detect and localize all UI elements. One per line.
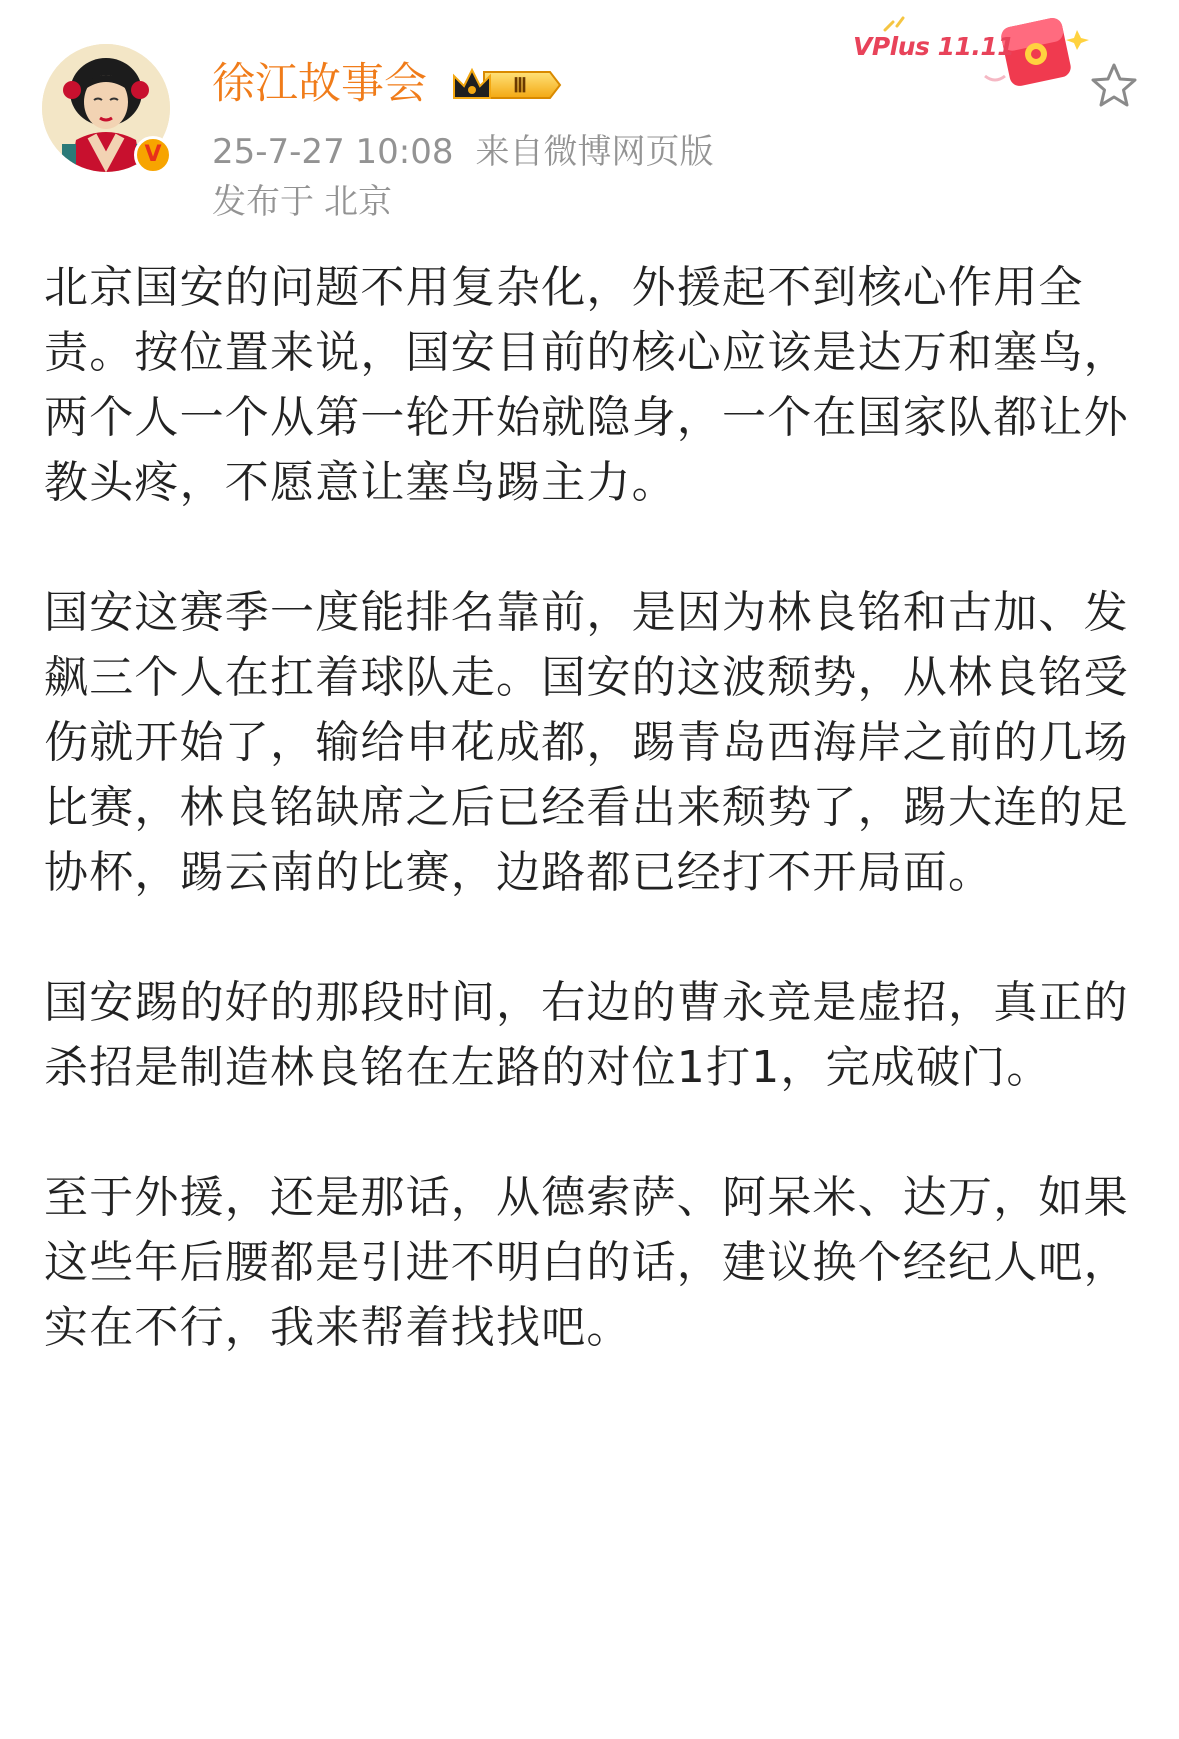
vplus-promo-text: VPlus 11.11 (853, 32, 1015, 61)
post-timestamp: 25-7-27 10:08 (212, 132, 454, 172)
verified-badge: V (134, 136, 172, 174)
post-meta (212, 130, 714, 174)
post-body (44, 255, 1134, 1360)
post-source: 来自微博网页版 (475, 132, 714, 172)
post-paragraph: 北京国安的问题不用复杂化，外援起不到核心作用全责。按位置来说，国安目前的核心应该是达万和塞鸟，两个人一个从第一轮开始就隐身，一个在国家队都让外教头疼，不愿意让塞鸟踢主力。 (44, 262, 1129, 508)
avatar[interactable] (42, 44, 170, 172)
star-icon (1088, 60, 1140, 112)
favorite-button[interactable] (1088, 60, 1140, 112)
post-paragraph: 国安这赛季一度能排名靠前，是因为林良铭和古加、发飙三个人在扛着球队走。国安的这波颓势，从林良铭受伤就开始了，输给申花成都，踢青岛西海岸之前的几场比赛，林良铭缺席之后已经看出来颓势了，踢大连的足协杯，踢云南的比赛，边路都已经打不开局面。 (44, 587, 1129, 898)
post-paragraph: 至于外援，还是那话，从德索萨、阿呆米、达万，如果这些年后腰都是引进不明白的话，建议换个经纪人吧，实在不行，我来帮着找找吧。 (44, 1172, 1129, 1353)
location-name: 北京 (324, 182, 392, 222)
author-name[interactable]: 徐江故事会 (212, 59, 427, 109)
vplus-promo-badge[interactable] (845, 10, 1105, 100)
level-badge-label: Ⅲ (513, 75, 527, 97)
post-paragraph: 国安踢的好的那段时间，右边的曹永竞是虚招，真正的杀招是制造林良铭在左路的对位1打1，完成破门。 (44, 977, 1129, 1093)
post-location (212, 180, 392, 224)
post-header (0, 0, 1179, 230)
location-prefix: 发布于 (212, 182, 314, 222)
member-level-badge[interactable] (450, 64, 562, 106)
